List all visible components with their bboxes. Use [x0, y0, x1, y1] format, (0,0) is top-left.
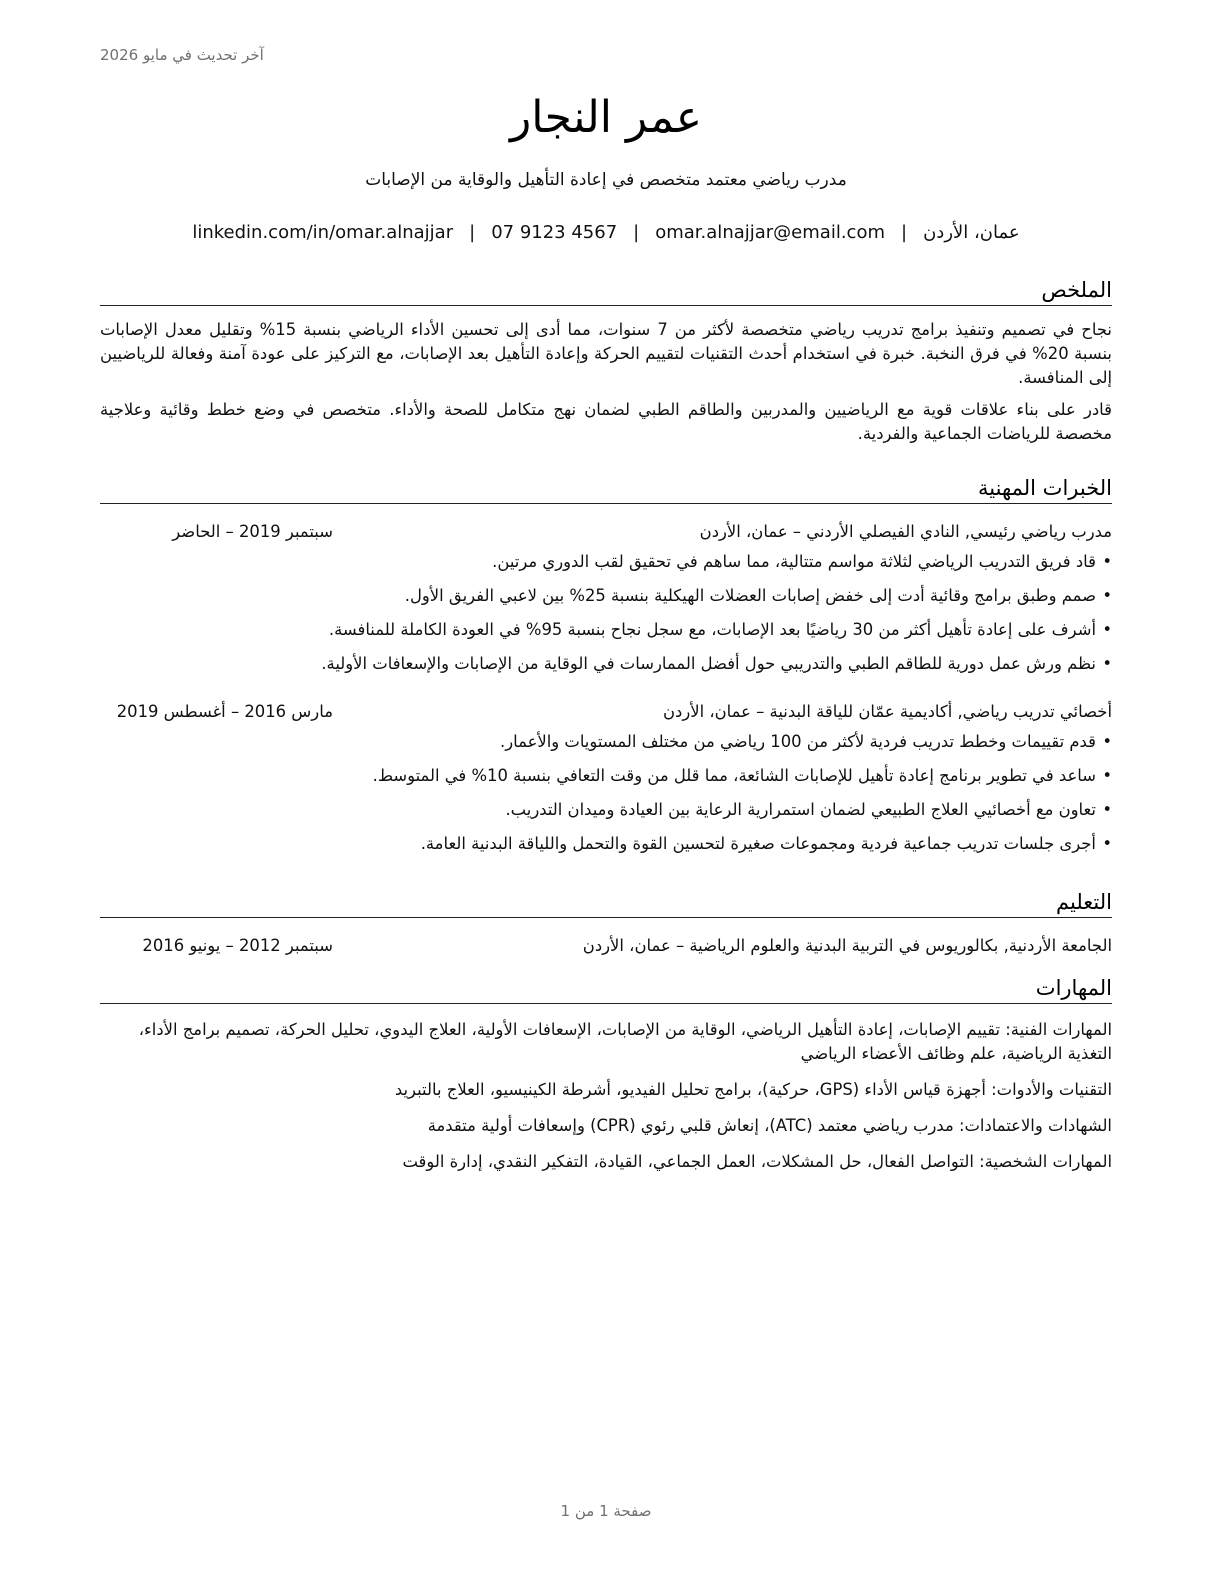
contact-separator: |	[901, 222, 908, 243]
job-bullets	[100, 730, 1112, 856]
job-bullet: • صمم وطبق برامج وقائية أدت إلى خفض إصابات العضلات الهيكلية بنسبة 25% بين لاعبي الفريق الأول.	[100, 584, 1112, 608]
experience-heading: الخبرات المهنية	[100, 474, 1112, 504]
candidate-name: عمر النجار	[510, 92, 702, 143]
summary-section	[100, 276, 1112, 446]
skills-line-soft: المهارات الشخصية: التواصل الفعال، حل المشكلات، العمل الجماعي، القيادة، التفكير النقدي، إدارة الوقت	[402, 1152, 1112, 1171]
resume-page	[100, 0, 1112, 1584]
summary-heading: الملخص	[100, 276, 1112, 306]
job-dates: سبتمبر 2019 – الحاضر	[172, 522, 333, 541]
education-dates: سبتمبر 2012 – يونيو 2016	[142, 936, 333, 955]
candidate-subtitle: مدرب رياضي معتمد متخصص في إعادة التأهيل والوقاية من الإصابات	[365, 170, 847, 190]
education-header	[100, 932, 1112, 960]
skills-line-certifications: الشهادات والاعتمادات: مدرب رياضي معتمد (ATC)، إنعاش قلبي رئوي (CPR) وإسعافات أولية متقدمة	[427, 1116, 1112, 1135]
skills-line-technical: المهارات الفنية: تقييم الإصابات، إعادة التأهيل الرياضي، الوقاية من الإصابات، الإسعافات الأولية، العلاج اليدوي، تحليل الحركة، تصميم برامج الأداء، التغذية الرياضية، علم وظائف الأعضاء الرياضي	[138, 1020, 1112, 1063]
summary-paragraph: نجاح في تصميم وتنفيذ برامج تدريب رياضي متخصصة لأكثر من 7 سنوات، مما أدى إلى تحسين الأداء الرياضي بنسبة 15% وتقليل معدل الإصابات بنسبة 20% في فرق النخبة. خبرة في استخدام أحدث التقنيات لتقييم الحركة وإعادة التأهيل بعد الإصابات، مع التركيز على عودة آمنة وفعالة للرياضيين إلى المنافسة.	[100, 320, 1112, 387]
contact-phone[interactable]: 07 9123 4567	[491, 222, 618, 243]
education-title: الجامعة الأردنية, بكالوريوس في التربية البدنية والعلوم الرياضية – عمان، الأردن	[582, 936, 1112, 955]
page-number: صفحة 1 من 1	[560, 1502, 652, 1520]
education-section	[100, 888, 1112, 960]
job-bullets	[100, 550, 1112, 676]
job-bullet: • أجرى جلسات تدريب جماعية فردية ومجموعات صغيرة لتحسين القوة والتحمل واللياقة البدنية العامة.	[100, 832, 1112, 856]
contact-separator: |	[469, 222, 476, 243]
job-title: أخصائي تدريب رياضي, أكاديمية عمّان للياقة البدنية – عمان، الأردن	[662, 702, 1112, 721]
job-title: مدرب رياضي رئيسي, النادي الفيصلي الأردني – عمان، الأردن	[699, 522, 1112, 541]
experience-section	[100, 474, 1112, 866]
contact-linkedin[interactable]: linkedin.com/in/omar.alnajjar	[192, 222, 454, 243]
skills-heading: المهارات	[100, 974, 1112, 1004]
education-heading: التعليم	[100, 888, 1112, 918]
contact-email[interactable]: omar.alnajjar@email.com	[655, 222, 885, 243]
job-bullet: • قدم تقييمات وخطط تدريب فردية لأكثر من 100 رياضي من مختلف المستويات والأعمار.	[100, 730, 1112, 754]
job-bullet: • قاد فريق التدريب الرياضي لثلاثة مواسم متتالية، مما ساهم في تحقيق لقب الدوري مرتين.	[100, 550, 1112, 574]
job-header	[100, 518, 1112, 546]
summary-paragraph: قادر على بناء علاقات قوية مع الرياضيين والمدربين والطاقم الطبي لضمان نهج متكامل للصحة والأداء. متخصص في وضع خطط وقائية وعلاجية مخصصة للرياضات الجماعية والفردية.	[100, 400, 1112, 443]
job-entry	[100, 698, 1112, 856]
job-header	[100, 698, 1112, 726]
skills-line-tools: التقنيات والأدوات: أجهزة قياس الأداء (GPS، حركية)، برامج تحليل الفيديو، أشرطة الكينيسيو، العلاج بالتبريد	[394, 1080, 1112, 1099]
job-bullet: • تعاون مع أخصائيي العلاج الطبيعي لضمان استمرارية الرعاية بين العيادة وميدان التدريب.	[100, 798, 1112, 822]
job-dates: مارس 2016 – أغسطس 2019	[116, 702, 333, 721]
job-bullet: • أشرف على إعادة تأهيل أكثر من 30 رياضيًا بعد الإصابات، مع سجل نجاح بنسبة 95% في العودة الكاملة للمنافسة.	[100, 618, 1112, 642]
education-entry	[100, 932, 1112, 960]
last-updated-note: آخر تحديث في مايو 2026	[100, 46, 264, 64]
job-entry	[100, 518, 1112, 676]
job-bullet: • ساعد في تطوير برنامج إعادة تأهيل للإصابات الشائعة، مما قلل من وقت التعافي بنسبة 10% في المتوسط.	[100, 764, 1112, 788]
contact-location: عمان، الأردن	[923, 222, 1020, 243]
contact-line	[100, 222, 1112, 243]
job-bullet: • نظم ورش عمل دورية للطاقم الطبي والتدريبي حول أفضل الممارسات في الوقاية من الإصابات والإسعافات الأولية.	[100, 652, 1112, 676]
skills-section	[100, 974, 1112, 1186]
contact-separator: |	[633, 222, 640, 243]
skills-list	[100, 1018, 1112, 1174]
